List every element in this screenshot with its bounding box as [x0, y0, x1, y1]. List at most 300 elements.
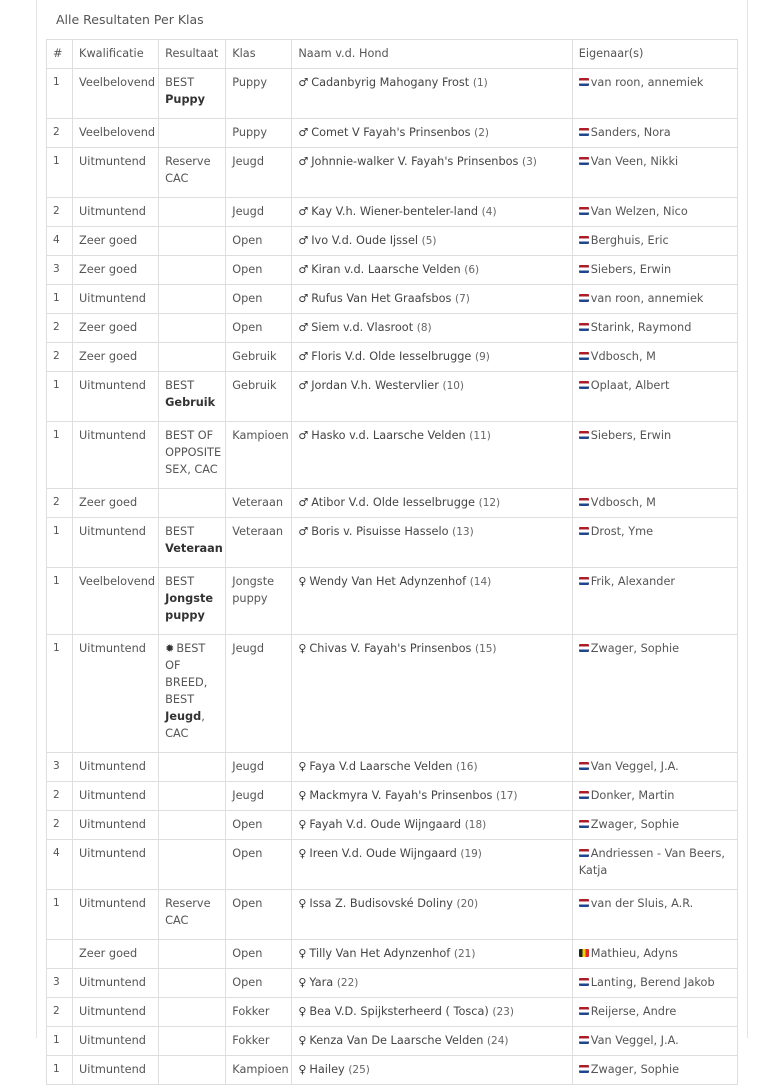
- header-naam-hond[interactable]: Naam v.d. Hond: [292, 40, 572, 69]
- male-icon: ♂: [298, 525, 309, 538]
- resultaat-cell: [159, 1056, 226, 1085]
- male-icon: ♂: [298, 234, 309, 247]
- owner-cell: [572, 119, 737, 148]
- resultaat-cell: [159, 635, 226, 753]
- result-text: Reserve CAC: [165, 155, 211, 185]
- dog-name-link[interactable]: Kenza Van De Laarsche Velden: [309, 1034, 484, 1047]
- table-row: [47, 69, 738, 119]
- table-row: [47, 635, 738, 753]
- klas-cell: Gebruik: [226, 372, 292, 422]
- resultaat-cell: [159, 782, 226, 811]
- rank-cell: 2: [47, 489, 73, 518]
- kwalificatie-cell: Uitmuntend: [73, 890, 159, 940]
- rank-cell: 1: [47, 1027, 73, 1056]
- owner-cell: [572, 1056, 737, 1085]
- catalog-number: (20): [456, 898, 479, 910]
- kwalificatie-cell: Uitmuntend: [73, 285, 159, 314]
- dog-name-link[interactable]: Ireen V.d. Oude Wijngaard: [309, 847, 457, 860]
- netherlands-flag-icon: [579, 899, 589, 907]
- owner-name: Mathieu, Adyns: [590, 947, 678, 960]
- catalog-number: (6): [464, 264, 480, 276]
- dog-name-cell: [292, 285, 572, 314]
- resultaat-cell: [159, 314, 226, 343]
- netherlands-flag-icon: [579, 762, 589, 770]
- owner-cell: [572, 489, 737, 518]
- rank-cell: 4: [47, 227, 73, 256]
- dog-name-cell: [292, 753, 572, 782]
- klas-cell: Veteraan: [226, 518, 292, 568]
- dog-name-link[interactable]: Comet V Fayah's Prinsenbos: [311, 126, 471, 139]
- table-row: [47, 568, 738, 635]
- klas-cell: Open: [226, 969, 292, 998]
- header-eigenaar[interactable]: Eigenaar(s): [572, 40, 737, 69]
- kwalificatie-cell: Uitmuntend: [73, 753, 159, 782]
- dog-name-cell: [292, 969, 572, 998]
- rank-cell: 4: [47, 840, 73, 890]
- klas-cell: Open: [226, 940, 292, 969]
- owner-name: Sanders, Nora: [590, 126, 671, 139]
- owner-cell: [572, 998, 737, 1027]
- owner-cell: [572, 285, 737, 314]
- resultaat-cell: [159, 518, 226, 568]
- resultaat-cell: [159, 489, 226, 518]
- catalog-number: (17): [495, 790, 518, 802]
- rank-cell: 2: [47, 119, 73, 148]
- table-row: [47, 890, 738, 940]
- klas-cell: Gebruik: [226, 343, 292, 372]
- result-text: BEST OF BREED, BEST: [165, 642, 208, 706]
- owner-name: Oplaat, Albert: [590, 379, 670, 392]
- rank-cell: 3: [47, 969, 73, 998]
- resultaat-cell: [159, 1027, 226, 1056]
- result-text: BEST: [165, 379, 195, 392]
- resultaat-cell: [159, 568, 226, 635]
- netherlands-flag-icon: [579, 498, 589, 506]
- owner-cell: [572, 782, 737, 811]
- dog-name-link[interactable]: Fayah V.d. Oude Wijngaard: [309, 818, 462, 831]
- kwalificatie-cell: Uitmuntend: [73, 811, 159, 840]
- dog-name-cell: [292, 256, 572, 285]
- dog-name-cell: [292, 1027, 572, 1056]
- kwalificatie-cell: Uitmuntend: [73, 198, 159, 227]
- table-row: [47, 840, 738, 890]
- owner-name: Vdbosch, M: [590, 496, 656, 509]
- dog-name-cell: [292, 782, 572, 811]
- rank-cell: 1: [47, 285, 73, 314]
- catalog-number: (21): [453, 948, 476, 960]
- female-icon: ♀: [298, 789, 307, 802]
- dog-name-cell: [292, 518, 572, 568]
- table-row: [47, 969, 738, 998]
- klas-cell: Fokker: [226, 1027, 292, 1056]
- resultaat-cell: [159, 119, 226, 148]
- result-text: BEST: [165, 525, 195, 538]
- table-row: [47, 227, 738, 256]
- dog-name-cell: [292, 372, 572, 422]
- table-row: [47, 422, 738, 489]
- klas-cell: Puppy: [226, 119, 292, 148]
- dog-name-cell: [292, 998, 572, 1027]
- owner-cell: [572, 227, 737, 256]
- kwalificatie-cell: Uitmuntend: [73, 998, 159, 1027]
- header-resultaat[interactable]: Resultaat: [159, 40, 226, 69]
- dog-name-cell: [292, 314, 572, 343]
- male-icon: ♂: [298, 429, 309, 442]
- kwalificatie-cell: Uitmuntend: [73, 1027, 159, 1056]
- rank-cell: 2: [47, 998, 73, 1027]
- owner-name: Frik, Alexander: [590, 575, 676, 588]
- dog-name-cell: [292, 422, 572, 489]
- table-row: [47, 314, 738, 343]
- catalog-number: (2): [474, 127, 490, 139]
- netherlands-flag-icon: [579, 265, 589, 273]
- result-class-bold: Jongste puppy: [165, 592, 214, 622]
- table-row: [47, 119, 738, 148]
- female-icon: ♀: [298, 976, 307, 989]
- resultaat-cell: [159, 227, 226, 256]
- resultaat-cell: [159, 998, 226, 1027]
- result-class-bold: Puppy: [165, 93, 205, 106]
- catalog-number: (13): [452, 526, 474, 538]
- rank-cell: 1: [47, 568, 73, 635]
- kwalificatie-cell: Uitmuntend: [73, 635, 159, 753]
- kwalificatie-cell: Zeer goed: [73, 256, 159, 285]
- male-icon: ♂: [298, 379, 309, 392]
- owner-cell: [572, 198, 737, 227]
- kwalificatie-cell: Uitmuntend: [73, 518, 159, 568]
- netherlands-flag-icon: [579, 1007, 589, 1015]
- resultaat-cell: [159, 69, 226, 119]
- male-icon: ♂: [298, 76, 309, 89]
- kwalificatie-cell: Veelbelovend: [73, 119, 159, 148]
- male-icon: ♂: [298, 126, 309, 139]
- resultaat-cell: [159, 890, 226, 940]
- owner-cell: [572, 840, 737, 890]
- netherlands-flag-icon: [579, 236, 589, 244]
- kwalificatie-cell: Uitmuntend: [73, 372, 159, 422]
- owner-cell: [572, 343, 737, 372]
- result-text: BEST: [165, 76, 195, 89]
- table-row: [47, 198, 738, 227]
- owner-name: Starink, Raymond: [590, 321, 692, 334]
- table-row: [47, 1027, 738, 1056]
- owner-name: Berghuis, Eric: [590, 234, 669, 247]
- belgium-flag-icon: [579, 949, 589, 957]
- male-icon: ♂: [298, 292, 309, 305]
- klas-cell: Jeugd: [226, 753, 292, 782]
- dog-name-cell: [292, 148, 572, 198]
- klas-cell: Fokker: [226, 998, 292, 1027]
- owner-cell: [572, 518, 737, 568]
- catalog-number: (3): [522, 156, 537, 168]
- owner-name: Siebers, Erwin: [590, 263, 672, 276]
- netherlands-flag-icon: [579, 78, 589, 86]
- dog-name-link[interactable]: Kay V.h. Wiener-benteler-land: [311, 205, 479, 218]
- klas-cell: Open: [226, 256, 292, 285]
- netherlands-flag-icon: [579, 381, 589, 389]
- dog-name-cell: [292, 198, 572, 227]
- owner-cell: [572, 890, 737, 940]
- dog-name-cell: [292, 69, 572, 119]
- catalog-number: (18): [464, 819, 487, 831]
- dog-name-link[interactable]: Rufus Van Het Graafsbos: [311, 292, 452, 305]
- catalog-number: (11): [469, 430, 491, 442]
- klas-cell: Kampioen: [226, 422, 292, 489]
- rank-cell: 1: [47, 372, 73, 422]
- netherlands-flag-icon: [579, 978, 589, 986]
- resultaat-cell: [159, 285, 226, 314]
- table-row: [47, 489, 738, 518]
- dog-name-link[interactable]: Yara: [309, 976, 334, 989]
- dog-name-cell: [292, 119, 572, 148]
- catalog-number: (23): [492, 1006, 514, 1018]
- dog-name-cell: [292, 840, 572, 890]
- dog-name-link[interactable]: Kiran v.d. Laarsche Velden: [311, 263, 461, 276]
- catalog-number: (5): [421, 235, 437, 247]
- dog-name-cell: [292, 343, 572, 372]
- catalog-number: (24): [486, 1035, 509, 1047]
- owner-cell: [572, 314, 737, 343]
- dog-name-link[interactable]: Mackmyra V. Fayah's Prinsenbos: [309, 789, 493, 802]
- dog-name-cell: [292, 635, 572, 753]
- netherlands-flag-icon: [579, 1065, 589, 1073]
- dog-name-link[interactable]: Jordan V.h. Westervlier: [311, 379, 439, 392]
- result-class-bold: Gebruik: [165, 396, 216, 409]
- catalog-number: (16): [456, 761, 478, 773]
- rank-cell: 1: [47, 635, 73, 753]
- table-row: [47, 811, 738, 840]
- owner-cell: [572, 256, 737, 285]
- rank-cell: 1: [47, 422, 73, 489]
- kwalificatie-cell: Zeer goed: [73, 343, 159, 372]
- header-rank[interactable]: #: [47, 40, 73, 69]
- klas-cell: Veteraan: [226, 489, 292, 518]
- female-icon: ♀: [298, 1034, 307, 1047]
- catalog-number: (22): [336, 977, 359, 989]
- catalog-number: (15): [474, 643, 497, 655]
- owner-name: van roon, annemiek: [590, 292, 704, 305]
- kwalificatie-cell: Uitmuntend: [73, 782, 159, 811]
- catalog-number: (9): [474, 351, 490, 363]
- table-row: [47, 343, 738, 372]
- netherlands-flag-icon: [579, 577, 589, 585]
- dog-name-link[interactable]: Tilly Van Het Adynzenhof: [309, 947, 451, 960]
- result-class-bold: Veteraan: [165, 542, 223, 555]
- dog-name-link[interactable]: Floris V.d. Olde Iesselbrugge: [311, 350, 472, 363]
- dog-name-cell: [292, 227, 572, 256]
- klas-cell: Open: [226, 890, 292, 940]
- owner-name: Drost, Yme: [590, 525, 654, 538]
- dog-name-link[interactable]: Hasko v.d. Laarsche Velden: [311, 429, 466, 442]
- owner-name: Zwager, Sophie: [590, 818, 680, 831]
- table-header-row: [47, 40, 738, 69]
- female-icon: ♀: [298, 897, 307, 910]
- owner-cell: [572, 422, 737, 489]
- dog-name-link[interactable]: Atibor V.d. Olde Iesselbrugge: [311, 496, 475, 509]
- kwalificatie-cell: Veelbelovend: [73, 69, 159, 119]
- dog-name-cell: [292, 568, 572, 635]
- catalog-number: (10): [442, 380, 465, 392]
- catalog-number: (12): [478, 497, 501, 509]
- owner-cell: [572, 372, 737, 422]
- owner-name: Andriessen - Van Beers, Katja: [578, 847, 725, 877]
- male-icon: ♂: [298, 205, 309, 218]
- rank-cell: 3: [47, 256, 73, 285]
- netherlands-flag-icon: [579, 323, 589, 331]
- klas-cell: Open: [226, 840, 292, 890]
- owner-cell: [572, 69, 737, 119]
- klas-cell: Jeugd: [226, 198, 292, 227]
- owner-cell: [572, 969, 737, 998]
- resultaat-cell: [159, 148, 226, 198]
- netherlands-flag-icon: [579, 431, 589, 439]
- table-row: [47, 148, 738, 198]
- dog-name-link[interactable]: Siem v.d. Vlasroot: [311, 321, 414, 334]
- kwalificatie-cell: Uitmuntend: [73, 1056, 159, 1085]
- result-text: BEST OF OPPOSITE SEX, CAC: [165, 429, 222, 476]
- kwalificatie-cell: Veelbelovend: [73, 568, 159, 635]
- dog-name-cell: [292, 940, 572, 969]
- kwalificatie-cell: Zeer goed: [73, 489, 159, 518]
- netherlands-flag-icon: [579, 294, 589, 302]
- rank-cell: 1: [47, 69, 73, 119]
- male-icon: ♂: [298, 321, 309, 334]
- owner-cell: [572, 940, 737, 969]
- result-class-bold: Jeugd: [165, 710, 202, 723]
- male-icon: ♂: [298, 263, 309, 276]
- rank-cell: 1: [47, 518, 73, 568]
- owner-cell: [572, 148, 737, 198]
- netherlands-flag-icon: [579, 527, 589, 535]
- kwalificatie-cell: Uitmuntend: [73, 840, 159, 890]
- female-icon: ♀: [298, 760, 307, 773]
- klas-cell: Jongste puppy: [226, 568, 292, 635]
- netherlands-flag-icon: [579, 849, 589, 857]
- resultaat-cell: [159, 198, 226, 227]
- table-row: [47, 372, 738, 422]
- kwalificatie-cell: Zeer goed: [73, 227, 159, 256]
- table-row: [47, 753, 738, 782]
- owner-name: Van Veggel, J.A.: [590, 1034, 679, 1047]
- female-icon: ♀: [298, 947, 307, 960]
- kwalificatie-cell: Uitmuntend: [73, 969, 159, 998]
- rank-cell: 2: [47, 314, 73, 343]
- rosette-icon: ✹: [165, 642, 175, 655]
- dog-name-link[interactable]: Ivo V.d. Oude Ijssel: [311, 234, 419, 247]
- resultaat-cell: [159, 840, 226, 890]
- dog-name-link[interactable]: Boris v. Pisuisse Hasselo: [311, 525, 449, 538]
- male-icon: ♂: [298, 350, 309, 363]
- klas-cell: Puppy: [226, 69, 292, 119]
- rank-cell: [47, 940, 73, 969]
- netherlands-flag-icon: [579, 157, 589, 165]
- catalog-number: (8): [416, 322, 432, 334]
- dog-name-link[interactable]: Cadanbyrig Mahogany Frost: [311, 76, 470, 89]
- resultaat-cell: [159, 940, 226, 969]
- owner-cell: [572, 811, 737, 840]
- catalog-number: (7): [454, 293, 470, 305]
- results-table: [46, 39, 738, 1085]
- rank-cell: 3: [47, 753, 73, 782]
- owner-name: Van Veen, Nikki: [590, 155, 679, 168]
- rank-cell: 1: [47, 890, 73, 940]
- klas-cell: Jeugd: [226, 148, 292, 198]
- dog-name-link[interactable]: Faya V.d Laarsche Velden: [309, 760, 453, 773]
- owner-name: Reijerse, Andre: [590, 1005, 677, 1018]
- dog-name-cell: [292, 1056, 572, 1085]
- kwalificatie-cell: Zeer goed: [73, 940, 159, 969]
- rank-cell: 2: [47, 811, 73, 840]
- table-row: [47, 518, 738, 568]
- catalog-number: (25): [348, 1064, 370, 1076]
- resultaat-cell: [159, 372, 226, 422]
- table-row: [47, 1056, 738, 1085]
- owner-name: van roon, annemiek: [590, 76, 704, 89]
- owner-cell: [572, 635, 737, 753]
- owner-name: Donker, Martin: [590, 789, 675, 802]
- netherlands-flag-icon: [579, 352, 589, 360]
- klas-cell: Open: [226, 811, 292, 840]
- owner-name: Zwager, Sophie: [590, 1063, 680, 1076]
- rank-cell: 2: [47, 782, 73, 811]
- rank-cell: 1: [47, 1056, 73, 1085]
- owner-name: Siebers, Erwin: [590, 429, 672, 442]
- result-suffix: , CAC: [165, 710, 205, 740]
- header-kwalificatie[interactable]: Kwalificatie: [73, 40, 159, 69]
- dog-name-link[interactable]: Johnnie-walker V. Fayah's Prinsenbos: [311, 155, 519, 168]
- male-icon: ♂: [298, 496, 309, 509]
- page-title: Alle Resultaten Per Klas: [56, 12, 204, 27]
- dog-name-cell: [292, 890, 572, 940]
- klas-cell: Open: [226, 314, 292, 343]
- dog-name-cell: [292, 489, 572, 518]
- resultaat-cell: [159, 969, 226, 998]
- table-row: [47, 940, 738, 969]
- dog-name-link[interactable]: Wendy Van Het Adynzenhof: [309, 575, 467, 588]
- klas-cell: Open: [226, 285, 292, 314]
- owner-name: Vdbosch, M: [590, 350, 656, 363]
- female-icon: ♀: [298, 1005, 307, 1018]
- owner-name: van der Sluis, A.R.: [590, 897, 694, 910]
- dog-name-link[interactable]: Issa Z. Budisovské Doliny: [309, 897, 453, 910]
- netherlands-flag-icon: [579, 644, 589, 652]
- resultaat-cell: [159, 256, 226, 285]
- owner-cell: [572, 753, 737, 782]
- kwalificatie-cell: Uitmuntend: [73, 422, 159, 489]
- owner-cell: [572, 568, 737, 635]
- table-row: [47, 998, 738, 1027]
- klas-cell: Jeugd: [226, 635, 292, 753]
- female-icon: ♀: [298, 847, 307, 860]
- header-klas[interactable]: Klas: [226, 40, 292, 69]
- dog-name-cell: [292, 811, 572, 840]
- table-row: [47, 256, 738, 285]
- netherlands-flag-icon: [579, 1036, 589, 1044]
- dog-name-link[interactable]: Hailey: [309, 1063, 345, 1076]
- dog-name-link[interactable]: Chivas V. Fayah's Prinsenbos: [309, 642, 472, 655]
- female-icon: ♀: [298, 575, 307, 588]
- netherlands-flag-icon: [579, 207, 589, 215]
- table-row: [47, 782, 738, 811]
- result-text: BEST: [165, 575, 195, 588]
- female-icon: ♀: [298, 1063, 307, 1076]
- resultaat-cell: [159, 422, 226, 489]
- resultaat-cell: [159, 343, 226, 372]
- netherlands-flag-icon: [579, 791, 589, 799]
- klas-cell: Jeugd: [226, 782, 292, 811]
- owner-name: Van Veggel, J.A.: [590, 760, 679, 773]
- dog-name-link[interactable]: Bea V.D. Spijksterheerd ( Tosca): [309, 1005, 489, 1018]
